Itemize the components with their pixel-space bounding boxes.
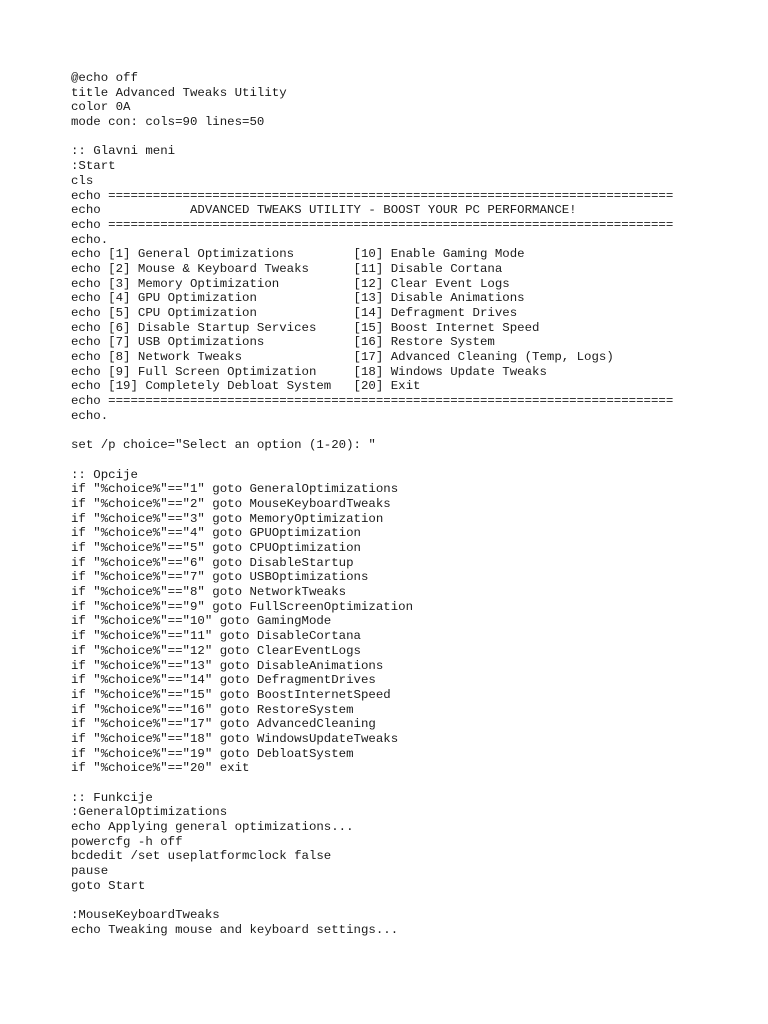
code-line: echo [3] Memory Optimization [12] Clear Event Logs [71, 276, 510, 291]
code-line: cls [71, 173, 94, 188]
code-line: echo [5] CPU Optimization [14] Defragment Drives [71, 306, 518, 320]
code-line: @echo off [71, 71, 138, 85]
code-line [71, 130, 761, 145]
code-line: echo [8] Network Tweaks [17] Advanced Cleaning (Temp, Logs) [71, 350, 614, 365]
code-line: echo [7] USB Optimizations [16] Restore System [71, 335, 495, 350]
code-line: if "%choice%"=="3" goto MemoryOptimization [71, 511, 384, 526]
code-line: :Start [71, 159, 116, 174]
code-line: echo. [71, 232, 109, 247]
code-line: echo Applying general optimizations... [71, 820, 354, 835]
code-line [71, 776, 761, 791]
code-line: if "%choice%"=="7" goto USBOptimizations [71, 570, 369, 585]
code-line: title Advanced Tweaks Utility [71, 85, 287, 100]
code-line: :: Opcije [71, 467, 138, 482]
code-line: color 0A [71, 100, 131, 115]
code-line: :MouseKeyboardTweaks [71, 908, 220, 923]
code-line: mode con: cols=90 lines=50 [71, 115, 265, 130]
code-line [71, 424, 761, 439]
code-line: if "%choice%"=="19" goto DebloatSystem [71, 746, 354, 761]
code-line: echo ============================================================================ [71, 188, 674, 203]
code-line: echo. [71, 408, 109, 423]
code-line: goto Start [71, 878, 146, 893]
code-line: :: Funkcije [71, 790, 153, 805]
code-line [71, 894, 761, 909]
code-line: if "%choice%"=="2" goto MouseKeyboardTweaks [71, 496, 391, 511]
code-line: if "%choice%"=="11" goto DisableCortana [71, 629, 361, 644]
code-line: if "%choice%"=="18" goto WindowsUpdateTweaks [71, 731, 399, 746]
code-line: if "%choice%"=="14" goto DefragmentDrives [71, 673, 376, 688]
code-line: set /p choice="Select an option (1-20): " [71, 438, 376, 453]
code-line: if "%choice%"=="13" goto DisableAnimations [71, 658, 384, 673]
code-line: bcdedit /set useplatformclock false [71, 849, 332, 864]
code-line: echo [9] Full Screen Optimization [18] Windows Update Tweaks [71, 364, 547, 379]
code-line: echo [2] Mouse & Keyboard Tweaks [11] Disable Cortana [71, 261, 503, 276]
code-line [71, 453, 761, 468]
code-line: echo [19] Completely Debloat System [20] Exit [71, 379, 421, 394]
code-line: if "%choice%"=="12" goto ClearEventLogs [71, 643, 361, 658]
code-line: if "%choice%"=="16" goto RestoreSystem [71, 702, 354, 717]
code-listing [71, 71, 761, 938]
code-line: :GeneralOptimizations [71, 805, 228, 820]
code-line: pause [71, 864, 109, 879]
code-line: if "%choice%"=="1" goto GeneralOptimizations [71, 482, 399, 497]
code-line: powercfg -h off [71, 834, 183, 849]
code-line: echo [1] General Optimizations [10] Enable Gaming Mode [71, 247, 525, 262]
code-line: echo [6] Disable Startup Services [15] Boost Internet Speed [71, 320, 540, 335]
code-line: echo ============================================================================ [71, 217, 674, 232]
code-line: if "%choice%"=="20" exit [71, 761, 250, 776]
code-line: if "%choice%"=="15" goto BoostInternetSpeed [71, 687, 391, 702]
code-line: echo Tweaking mouse and keyboard settings... [71, 922, 399, 937]
code-line: if "%choice%"=="8" goto NetworkTweaks [71, 585, 347, 600]
document-page [71, 71, 761, 938]
code-line: if "%choice%"=="5" goto CPUOptimization [71, 541, 361, 555]
code-line: if "%choice%"=="10" goto GamingMode [71, 614, 332, 629]
code-line: echo ADVANCED TWEAKS UTILITY - BOOST YOUR PC PERFORMANCE! [71, 203, 577, 218]
code-line: if "%choice%"=="9" goto FullScreenOptimization [71, 599, 414, 614]
code-line: if "%choice%"=="6" goto DisableStartup [71, 555, 354, 570]
code-line: echo [4] GPU Optimization [13] Disable Animations [71, 291, 525, 306]
code-line: :: Glavni meni [71, 144, 176, 159]
code-line: if "%choice%"=="17" goto AdvancedCleaning [71, 717, 376, 732]
code-line: echo ============================================================================ [71, 394, 674, 409]
code-line: if "%choice%"=="4" goto GPUOptimization [71, 526, 361, 541]
